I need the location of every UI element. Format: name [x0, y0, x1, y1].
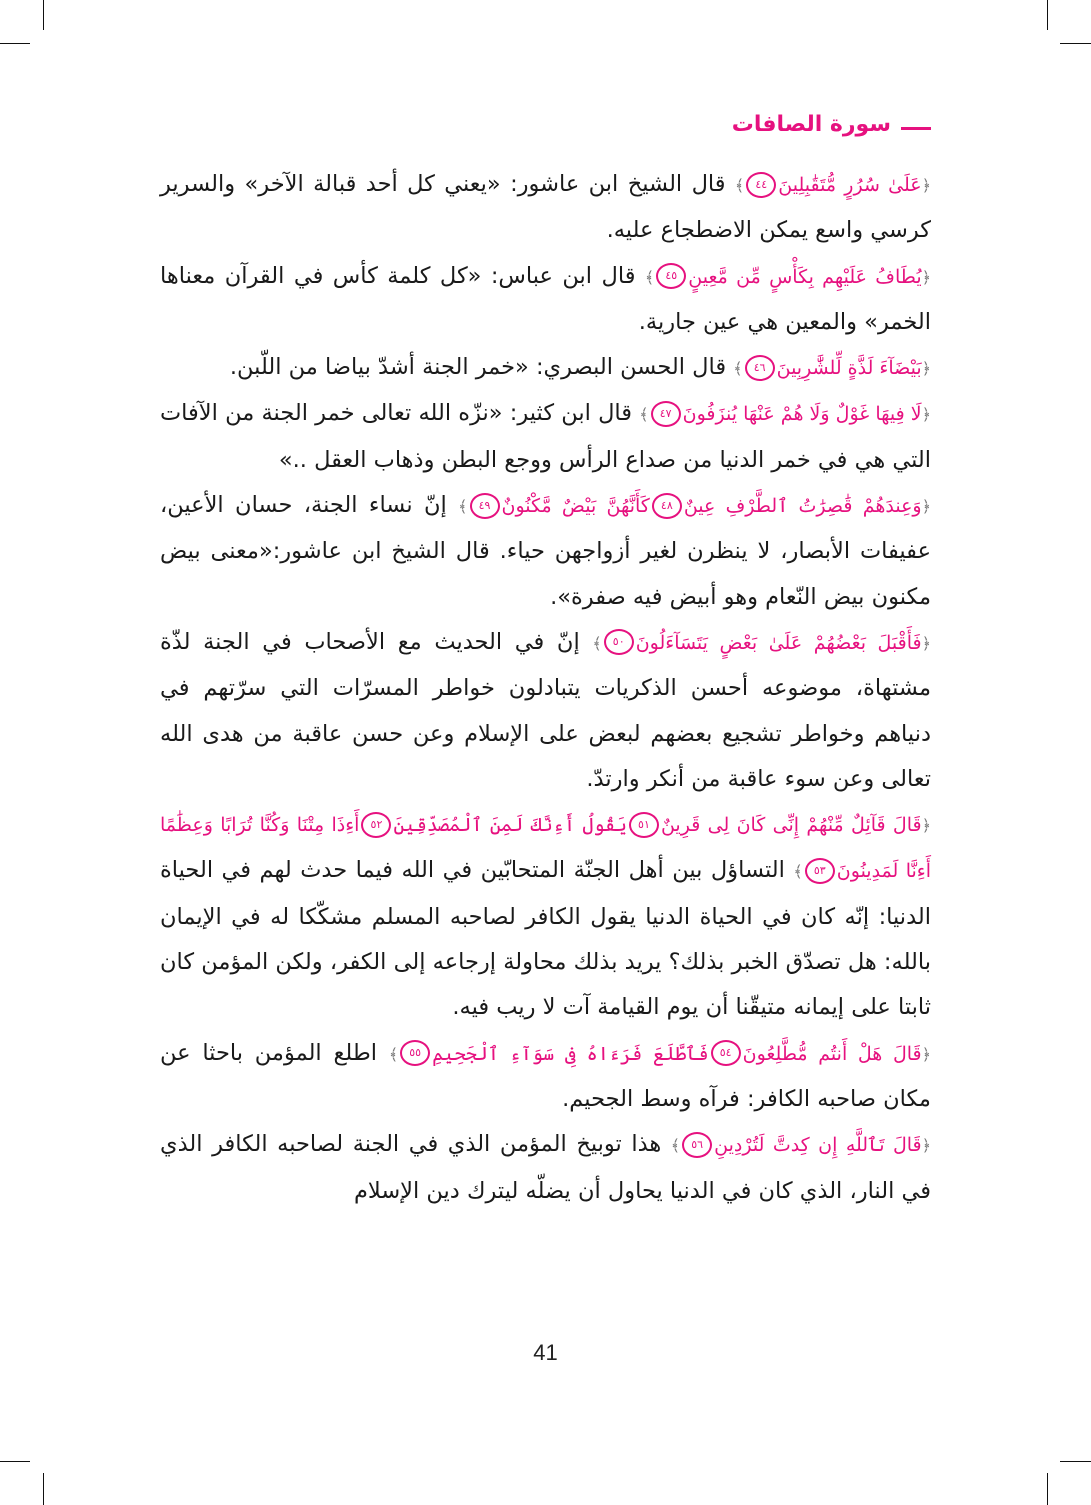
ornate-bracket-close: ﴾ — [734, 176, 745, 195]
crop-mark-top-left-vertical — [43, 0, 44, 30]
quran-verse: فَٱطَّلَعَ فَرَءَاهُ فِى سَوَآءِ ٱلْجَحِيمِ — [432, 1042, 709, 1065]
commentary-paragraph — [160, 483, 931, 620]
surah-title: سورة الصافات — [731, 112, 891, 137]
crop-mark-bottom-left-vertical — [43, 1473, 44, 1505]
quran-verse: قَالَ تَٱللَّهِ إِن كِدتَّ لَتُرْدِينِ — [714, 1134, 922, 1157]
page-content — [160, 162, 931, 1214]
commentary-text: قال الحسن البصري: «خمر الجنة أشدّ بياضا من اللّبن. — [229, 354, 734, 381]
verse-number-medallion: ٤٧ — [651, 401, 681, 427]
commentary-text: هذا توبيخ المؤمن الذي في الجنة لصاحبه الكافر الذي في النار، الذي كان في الدنيا يحاول أن يضلّه ليترك دين الإسلام — [160, 1131, 931, 1204]
verse-number-medallion: ٤٦ — [745, 355, 775, 381]
verse-number-medallion: ٥١ — [629, 812, 659, 838]
commentary-paragraph — [160, 391, 931, 483]
ornate-bracket-open: ﴿ — [921, 816, 931, 836]
commentary-text: قال ابن كثير: «نزّه الله تعالى خمر الجنة من الآفات التي هي في خمر الدنيا من صداع الرأس ووجع البطن وذهاب العقل ..» — [160, 400, 931, 473]
commentary-paragraph — [160, 162, 931, 254]
verse-number-medallion: ٥٣ — [805, 858, 835, 884]
ornate-bracket-open: ﴿ — [921, 633, 931, 653]
quran-verse: يُطَافُ عَلَيْهِم بِكَأْسٍ مِّن مَّعِينٍ — [688, 265, 922, 288]
commentary-text: قال ابن عباس: «كل كلمة كأس في القرآن معناها الخمر» والمعين هي عين جارية. — [160, 262, 931, 335]
ornate-bracket-open: ﴿ — [921, 176, 931, 195]
verse-number-medallion: ٥٤ — [711, 1040, 741, 1066]
commentary-paragraph — [160, 345, 931, 391]
quran-verse: عَلَىٰ سُرُرٍ مُّتَقَٰبِلِينَ — [778, 174, 922, 196]
verse-number-medallion: ٤٩ — [470, 493, 500, 519]
quran-verse: قَالَ هَلْ أَنتُم مُّطَّلِعُونَ — [742, 1042, 922, 1065]
page-header — [732, 112, 931, 137]
quran-verse: كَأَنَّهُنَّ بَيْضٌ مَّكْنُونٌ — [501, 495, 650, 518]
ornate-bracket-open: ﴿ — [921, 497, 931, 517]
crop-mark-top-left-horizontal — [0, 43, 30, 44]
verse-number-medallion: ٤٤ — [746, 172, 776, 198]
verse-number-medallion: ٥٦ — [682, 1132, 712, 1158]
ornate-bracket-open: ﴿ — [921, 267, 931, 287]
commentary-paragraph — [160, 802, 931, 1030]
ornate-bracket-close: ﴾ — [733, 359, 743, 379]
crop-mark-bottom-left-horizontal — [0, 1461, 30, 1462]
ornate-bracket-open: ﴿ — [921, 405, 931, 425]
commentary-text: قال الشيخ ابن عاشور: «يعني كل أحد قبالة الآخر» والسرير كرسي واسع يمكن الاضطجاع عليه. — [160, 171, 931, 244]
ornate-bracket-close: ﴾ — [592, 633, 602, 653]
verse-number-medallion: ٥٥ — [400, 1040, 430, 1066]
ornate-bracket-close: ﴾ — [458, 497, 468, 517]
crop-mark-bottom-right-horizontal — [1060, 1461, 1091, 1462]
commentary-paragraph — [160, 620, 931, 802]
crop-mark-bottom-right-vertical — [1047, 1473, 1048, 1505]
verse-number-medallion: ٥٠ — [604, 629, 634, 655]
ornate-bracket-close: ﴾ — [388, 1044, 399, 1064]
crop-mark-top-right-vertical — [1047, 0, 1048, 30]
ornate-bracket-open: ﴿ — [921, 359, 931, 379]
quran-verse: أَءِذَا مِتْنَا وَكُنَّا تُرَابًا وَعِظَٰمًا أَءِنَّا لَمَدِينُونَ — [160, 814, 932, 883]
commentary-text: إنّ نساء الجنة، حسان الأعين، عفيفات الأبصار، لا ينظرن لغير أزواجهن حياء. قال الشيخ ابن عاشور:«معنى بيض مكنون بيض النّعام وهو أبيض فيه صفرة». — [160, 492, 931, 610]
ornate-bracket-close: ﴾ — [639, 405, 649, 425]
page-number: 41 — [533, 1340, 558, 1365]
commentary-paragraph — [160, 254, 931, 346]
quran-verse: لَا فِيهَا غَوْلٌ وَلَا هُمْ عَنْهَا يُنزَفُونَ — [682, 403, 922, 426]
ornate-bracket-open: ﴿ — [921, 1044, 931, 1064]
ornate-bracket-open: ﴿ — [921, 1136, 931, 1156]
commentary-text: اطلع المؤمن باحثا عن مكان صاحبه الكافر: فرآه وسط الجحيم. — [160, 1039, 931, 1112]
commentary-text: إنّ في الحديث مع الأصحاب في الجنة لذّة مشتهاة، موضوعه أحسن الذكريات يتبادلون خواطر المسرّات التي سرّتهم في دنياهم وخواطر تشجيع بعضهم لبعض على الإسلام وعن حسن عاقبة من هدى الله تعالى وعن سوء عاقبة من أنكر وارتدّ. — [160, 628, 931, 792]
commentary-paragraph — [160, 1031, 931, 1123]
ornate-bracket-close: ﴾ — [670, 1136, 681, 1156]
commentary-text: التساؤل بين أهل الجنّة المتحابّين في الله فيما حدث لهم في الحياة الدنيا: إنّه كان في الحياة الدنيا يقول الكافر لصاحبه المسلم مشكّكا له في الإيمان بالله: هل تصدّق الخبر بذلك؟ يريد بذلك محاولة إرجاعه إلى الكفر، ولكن المؤمن كان ثابتا على إيمانه متيقّنا أن يوم القيامة آت لا ريب فيه. — [160, 857, 931, 1021]
quran-verse: بَيْضَآءَ لَذَّةٍ لِّلشَّٰرِبِينَ — [776, 357, 922, 380]
ornate-bracket-close: ﴾ — [793, 862, 803, 882]
ornate-bracket-close: ﴾ — [644, 267, 655, 287]
quran-verse: وَعِندَهُمْ قَٰصِرَٰتُ ٱلطَّرْفِ عِينٌ — [683, 495, 922, 518]
crop-mark-top-right-horizontal — [1060, 43, 1091, 44]
quran-verse: فَأَقْبَلَ بَعْضُهُمْ عَلَىٰ بَعْضٍ يَتَسَآءَلُونَ — [635, 631, 922, 654]
header-rule — [901, 127, 931, 130]
quran-verse: قَالَ قَآئِلٌ مِّنْهُمْ إِنِّى كَانَ لِى قَرِينٌ — [660, 814, 922, 837]
quran-verse: يَقُولُ أَءِنَّكَ لَمِنَ ٱلْمُصَدِّقِينَ — [393, 814, 627, 837]
verse-number-medallion: ٤٥ — [656, 263, 686, 289]
verse-number-medallion: ٤٨ — [652, 493, 682, 519]
verse-number-medallion: ٥٢ — [361, 812, 391, 838]
commentary-paragraph — [160, 1122, 931, 1214]
